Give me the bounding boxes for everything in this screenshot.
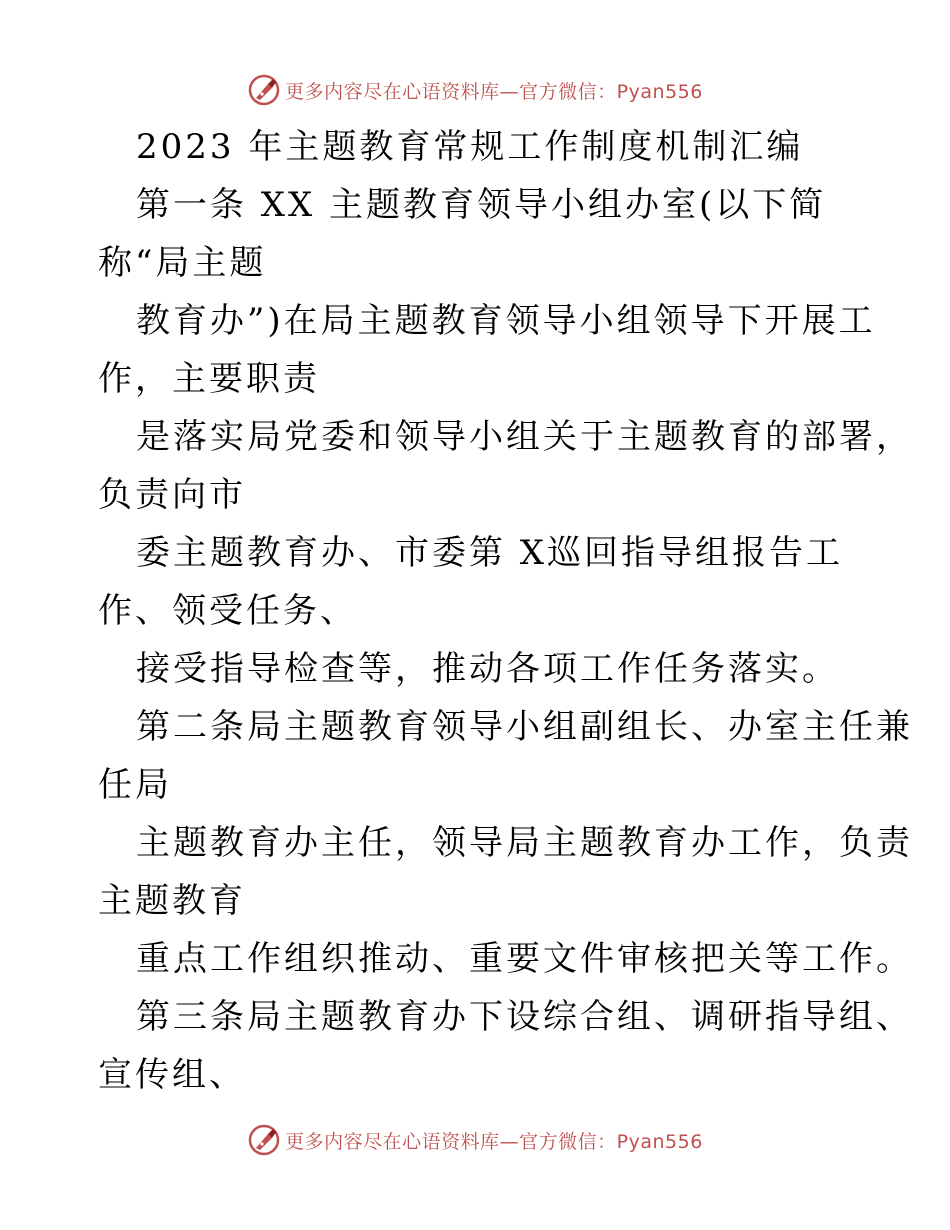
fountain-pen-logo-icon [247,73,281,107]
doc-line: 第三条局主题教育办下设综合组、调研指导组、 [136,997,913,1037]
document-body [98,118,913,1104]
doc-line: 负责向市 [98,475,246,515]
doc-line: 主题教育 [98,881,246,921]
fountain-pen-logo-icon [247,1123,281,1157]
watermark-text: 更多内容尽在心语资料库—官方微信：Pyan556 [285,1130,703,1153]
doc-line: 第二条局主题教育领导小组副组长、办室主任兼 [136,707,913,747]
watermark-header [0,70,950,110]
doc-line: 重点工作组织推动、重要文件审核把关等工作。 [136,939,913,979]
doc-line: 委主题教育办、市委第 X巡回指导组报告工 [136,533,844,573]
doc-line: 宣传组、 [98,1055,246,1095]
doc-line: 作、领受任务、 [98,591,357,631]
doc-line-title: 2023 年主题教育常规工作制度机制汇编 [136,127,804,167]
doc-line: 教育办”)在局主题教育领导小组领导下开展工 [136,301,876,341]
doc-line: 接受指导检查等，推动各项工作任务落实。 [136,649,839,689]
doc-line: 第一条 XX 主题教育领导小组办室(以下简 [136,185,827,225]
doc-line: 称“局主题 [98,243,267,283]
doc-line: 任局 [98,765,172,805]
watermark-footer [0,1120,950,1160]
watermark-text: 更多内容尽在心语资料库—官方微信：Pyan556 [285,80,703,103]
doc-line: 是落实局党委和领导小组关于主题教育的部署， [136,417,913,457]
doc-line: 主题教育办主任，领导局主题教育办工作，负责 [136,823,913,863]
doc-line: 作，主要职责 [98,359,320,399]
